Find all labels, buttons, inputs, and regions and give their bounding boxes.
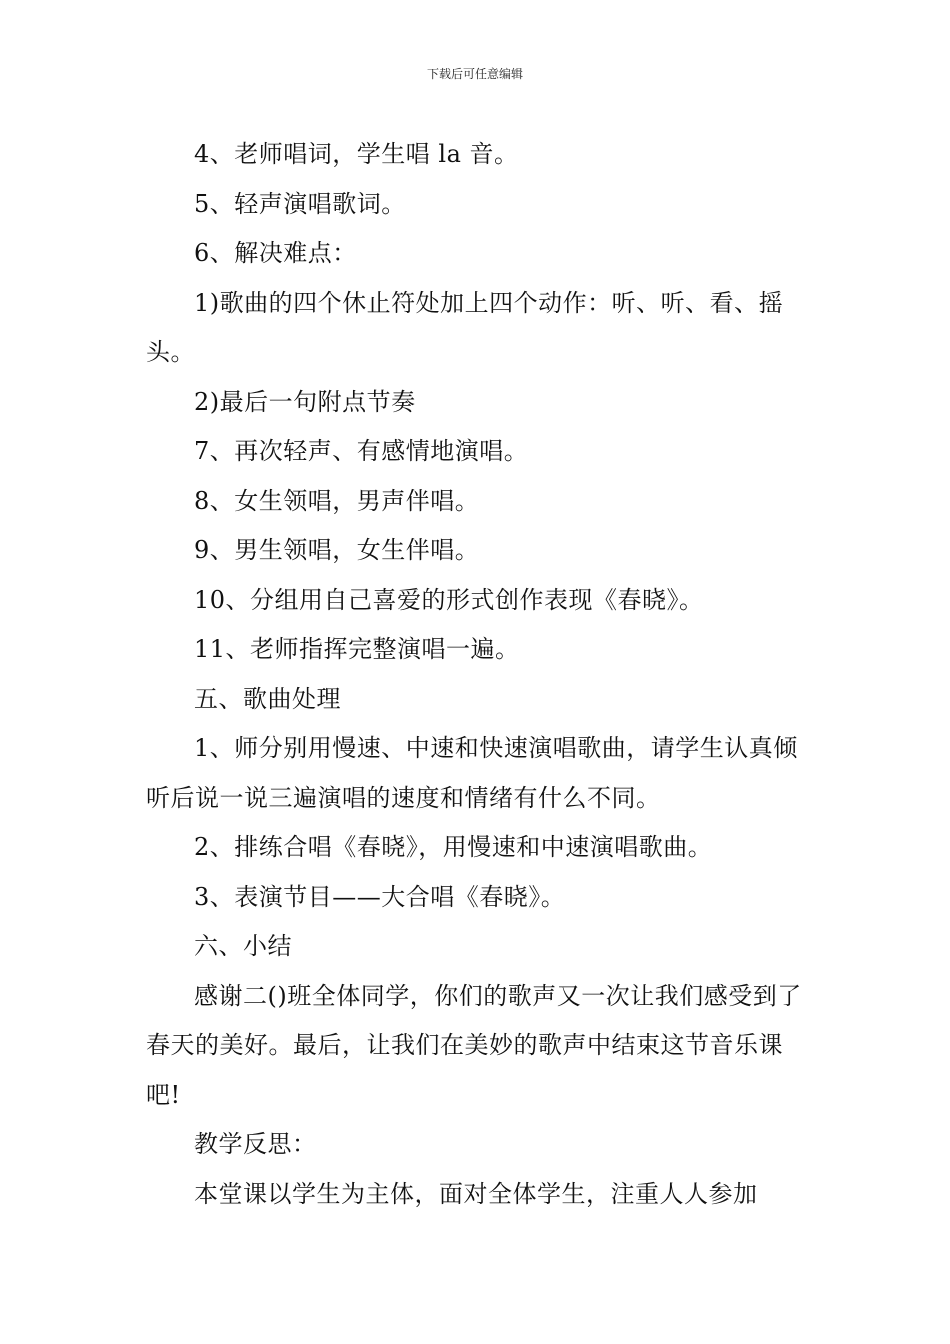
section-heading-song-processing: 五、歌曲处理 [194, 684, 341, 713]
section-heading-summary: 六、小结 [194, 932, 292, 960]
paragraph-step-11: 11、老师指挥完整演唱一遍。 [194, 635, 520, 663]
paragraph-step-9: 9、男生领唱，女生伴唱。 [194, 536, 480, 564]
paragraph-step-4: 4、老师唱词，学生唱 la 音。 [194, 140, 519, 168]
paragraph-reflection: 本堂课以学生为主体，面对全体学生，注重人人参加 [194, 1179, 758, 1208]
paragraph-step-6: 6、解决难点： [194, 239, 357, 267]
paragraph-difficulty-2: 2)最后一句附点节奏 [194, 387, 416, 416]
paragraph-processing-3: 3、表演节目——大合唱《春晓》。 [194, 882, 566, 911]
section-heading-reflection: 教学反思： [194, 1130, 317, 1158]
paragraph-summary: 感谢二()班全体同学，你们的歌声又一次让我们感受到了春天的美好。最后，让我们在美妙的歌声中结束这节音乐课吧! [146, 981, 802, 1109]
page-header: 下载后可任意编辑 [426, 67, 523, 81]
paragraph-step-7: 7、再次轻声、有感情地演唱。 [194, 437, 529, 465]
document-body [146, 130, 806, 1219]
paragraph-step-5: 5、轻声演唱歌词。 [194, 189, 406, 218]
paragraph-processing-2: 2、排练合唱《春晓》，用慢速和中速演唱歌曲。 [194, 833, 713, 861]
paragraph-step-10: 10、分组用自己喜爱的形式创作表现《春晓》。 [194, 585, 704, 614]
paragraph-processing-1: 1、师分别用慢速、中速和快速演唱歌曲，请学生认真倾听后说一说三遍演唱的速度和情绪有什么不同。 [146, 734, 798, 812]
paragraph-difficulty-1: 1)歌曲的四个休止符处加上四个动作：听、听、看、摇头。 [146, 288, 784, 366]
paragraph-step-8: 8、女生领唱，男声伴唱。 [194, 486, 480, 515]
